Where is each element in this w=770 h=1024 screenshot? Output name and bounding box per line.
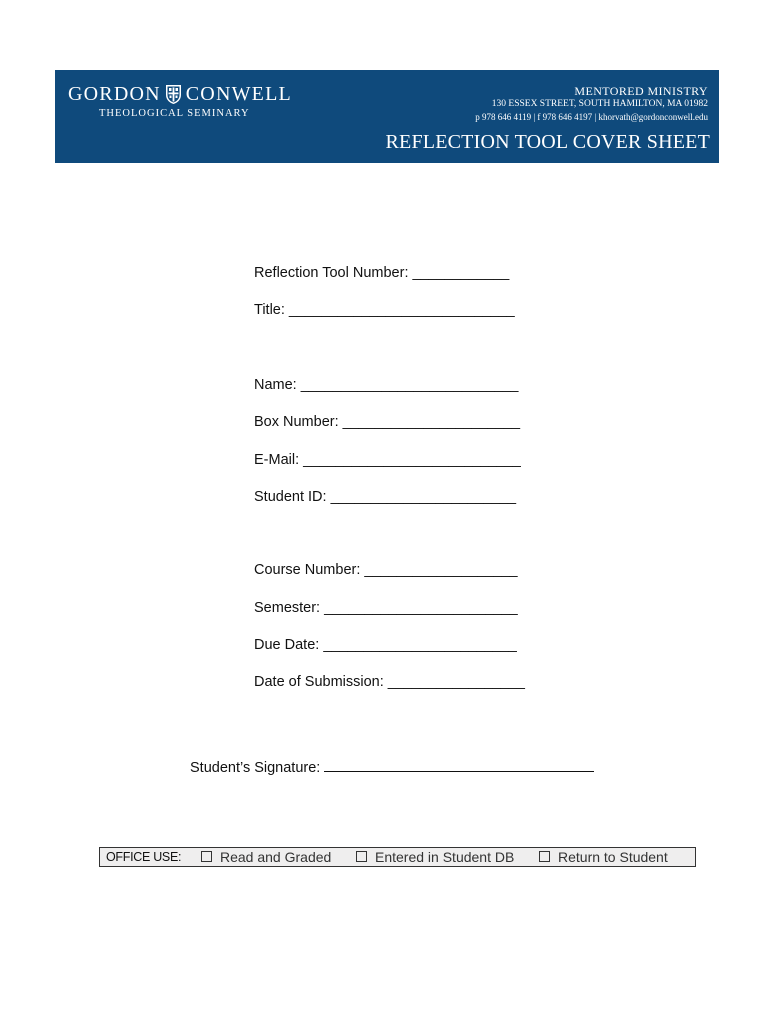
student-id-field[interactable]: Student ID: _______________________	[254, 489, 517, 505]
office-use-label: OFFICE USE:	[106, 850, 182, 864]
title-field[interactable]: Title: ____________________________	[254, 302, 515, 318]
logo-left-text: GORDON	[68, 83, 161, 105]
office-use-bar	[99, 847, 696, 867]
header-banner	[55, 70, 719, 163]
email-field[interactable]: E-Mail: ___________________________	[254, 452, 521, 468]
checkbox-icon[interactable]	[539, 851, 550, 862]
address-line: 130 ESSEX STREET, SOUTH HAMILTON, MA 01982	[491, 99, 708, 109]
course-number-field[interactable]: Course Number: ___________________	[254, 562, 518, 578]
checkbox-icon[interactable]	[201, 851, 212, 862]
signature-line[interactable]	[324, 757, 594, 772]
office-option-read-graded[interactable]: Read and Graded	[201, 849, 331, 865]
due-date-field[interactable]: Due Date: ________________________	[254, 637, 517, 653]
logo-right-text: CONWELL	[185, 83, 292, 105]
name-field[interactable]: Name: ___________________________	[254, 377, 519, 393]
logo-subtitle: THEOLOGICAL SEMINARY	[99, 108, 250, 119]
seminary-logo	[68, 83, 292, 106]
contact-line: p 978 646 4119 | f 978 646 4197 | khorvath@gordonconwell.edu	[475, 112, 708, 122]
reflection-tool-number-field[interactable]: Reflection Tool Number: ____________	[254, 265, 510, 281]
document-title: REFLECTION TOOL COVER SHEET	[385, 131, 710, 153]
signature-row	[190, 757, 594, 776]
signature-label: Student’s Signature:	[190, 760, 321, 776]
shield-icon	[165, 84, 182, 105]
office-option-return-student[interactable]: Return to Student	[539, 849, 668, 865]
office-option-entered-db[interactable]: Entered in Student DB	[356, 849, 514, 865]
box-number-field[interactable]: Box Number: ______________________	[254, 414, 521, 430]
checkbox-icon[interactable]	[356, 851, 367, 862]
date-of-submission-field[interactable]: Date of Submission: _________________	[254, 674, 525, 690]
department-name: MENTORED MINISTRY	[574, 84, 708, 98]
semester-field[interactable]: Semester: ________________________	[254, 600, 518, 616]
